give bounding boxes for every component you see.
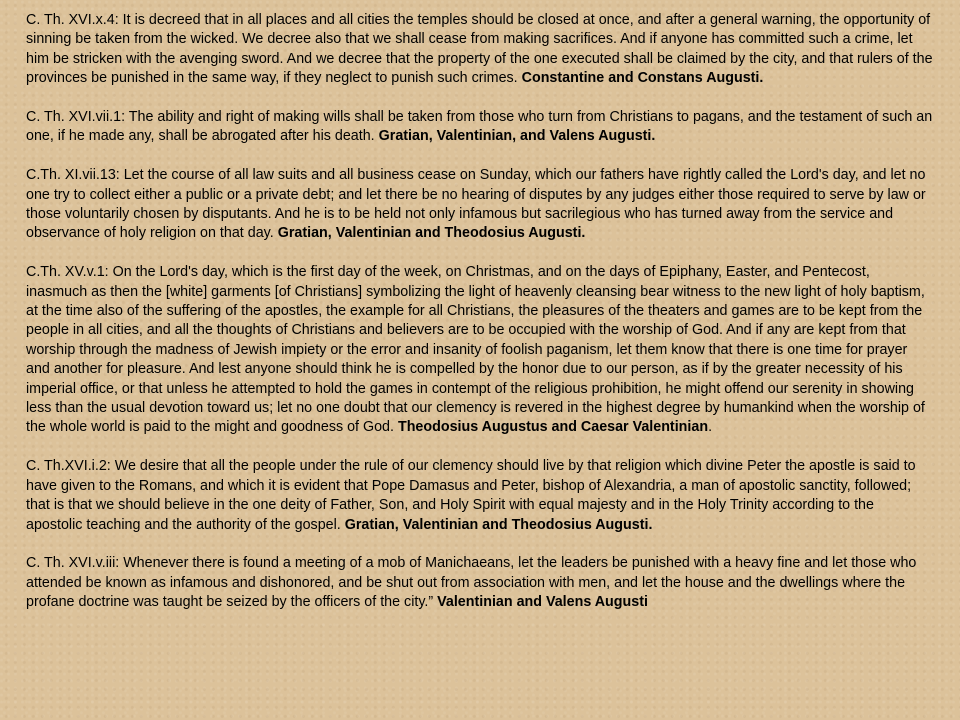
law-paragraph-sunday xyxy=(26,166,934,244)
law-paragraph-wills xyxy=(26,108,934,147)
emperors-attribution: Gratian, Valentinian and Theodosius Augusti. xyxy=(344,516,653,533)
emperors-attribution: Gratian, Valentinian, and Valens Augusti. xyxy=(378,128,656,145)
law-paragraph-temples xyxy=(26,11,934,89)
emperors-attribution: Gratian, Valentinian and Theodosius Augusti. xyxy=(277,225,586,242)
law-text: C.Th. XI.vii.13: Let the course of all law suits and all business cease on Sunday, which our fathers have rightly called the Lord's day, and let no one try to collect either a public or a private debt; and let there be no hearing of disputes by any judges either those required to serve by law or those voluntarily chosen by disputants. And he is to be held not only infamous but sacrilegious who has turned away from the service and observance of holy religion on that day. xyxy=(26,167,926,242)
law-paragraph-lords-day xyxy=(26,263,934,438)
law-text: C. Th.XVI.i.2: We desire that all the people under the rule of our clemency should live by that religion which divine Peter the apostle is said to have given to the Romans, and which it is evident that Pope Damasus and Peter, bishop of Alexandria, a man of apostolic sanctity, followed; that is that we should believe in the one deity of Father, Son, and Holy Spirit with equal majesty and in the Holy Trinity according to the apostolic teaching and the authority of the gospel. xyxy=(26,458,916,533)
law-text: C. Th. XVI.vii.1: The ability and right of making wills shall be taken from those who turn from Christians to pagans, and the testament of such an one, if he made any, shall be abrogated after his death. xyxy=(26,109,933,145)
law-paragraph-religion xyxy=(26,457,934,535)
law-text: C. Th. XVI.x.4: It is decreed that in all places and all cities the temples should be closed at once, and after a general warning, the opportunity of sinning be taken from the wicked. We decree also that we shall cease from making sacrifices. And if anyone has committed such a crime, let him be stricken with the avenging sword. And we decree that the property of the one executed shall be claimed by the city, and that rulers of the provinces be punished in the same way, if they neglect to punish such crimes. xyxy=(26,12,933,87)
law-text: C. Th. XVI.v.iii: Whenever there is found a meeting of a mob of Manichaeans, let the leaders be punished with a heavy fine and let those who attended be known as infamous and dishonored, and be shut out from association with men, and let the house and the dwellings where the profane doctrine was taught be seized by the officers of the city.” xyxy=(26,555,917,611)
law-tail: . xyxy=(708,419,713,436)
emperors-attribution: Constantine and Constans Augusti. xyxy=(521,70,764,87)
emperors-attribution: Theodosius Augustus and Caesar Valentinian xyxy=(397,419,709,436)
law-text: C.Th. XV.v.1: On the Lord's day, which is the first day of the week, on Christmas, and on the days of Epiphany, Easter, and Pentecost, inasmuch as then the [white] garments [of Christians] symbolizing the light of heavenly cleansing bear witness to the new light of holy baptism, at the time also of the suffering of the apostles, the example for all Christians, the pleasures of the theaters and games are to be kept from the people in all cities, and all the thoughts of Christians and believers are to be occupied with the worship of God. And if any are kept from that worship through the madness of Jewish impiety or the error and insanity of foolish paganism, let them know that there is one time for prayer and another for pleasure. And lest anyone should think he is compelled by the honor due to our person, as if by the greater necessity of his imperial office, or that unless he attempted to hold the games in contempt of the religious prohibition, he might offend our serenity in showing less than the usual devotion toward us; let no one doubt that our clemency is revered in the highest degree by humankind when the worship of the whole world is paid to the might and goodness of God. xyxy=(26,264,925,436)
emperors-attribution: Valentinian and Valens Augusti xyxy=(437,594,648,611)
law-paragraph-manichaeans xyxy=(26,554,934,612)
